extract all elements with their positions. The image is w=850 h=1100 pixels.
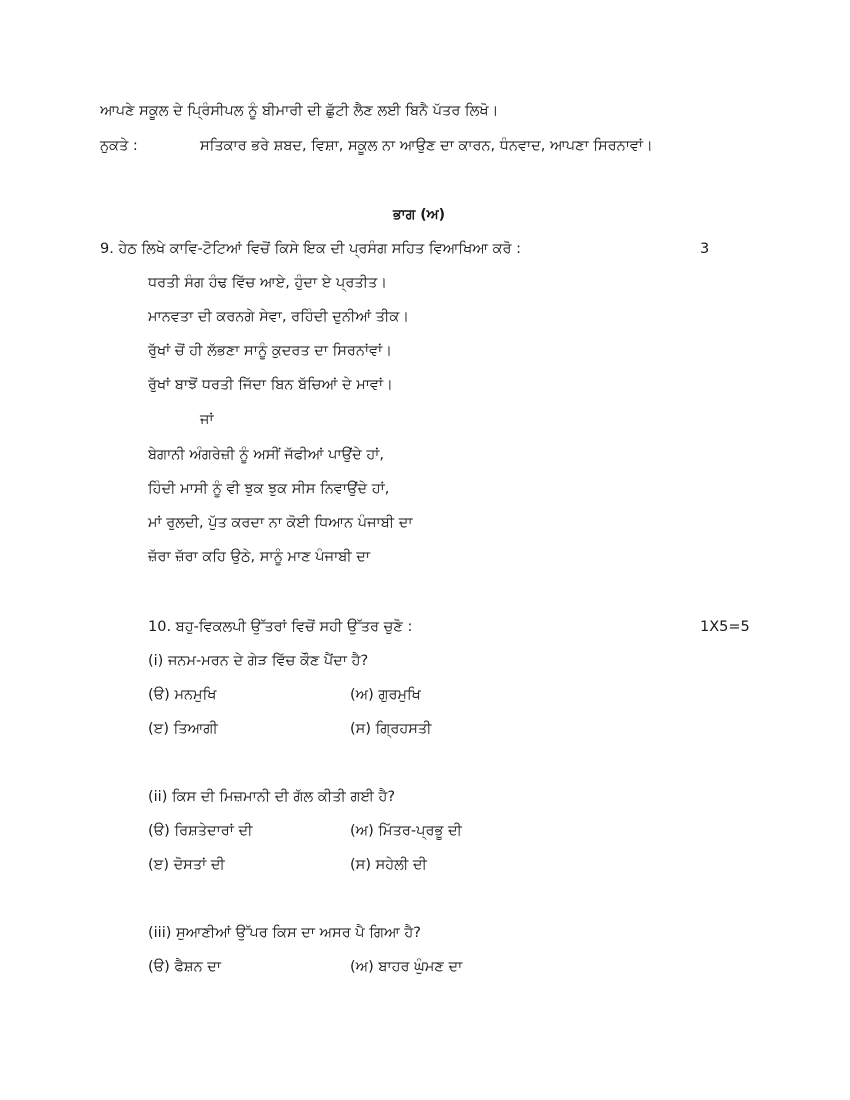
mcq-option-d: (ਸ) ਗ੍ਰਿਹਸਤੀ xyxy=(350,721,432,737)
stanza2-line: ਹਿੰਦੀ ਮਾਸੀ ਨੂੰ ਵੀ ਝੁਕ ਝੁਕ ਸੀਸ ਨਿਵਾਉਂਦੇ ਹਾਂ, xyxy=(148,481,390,497)
section-title: ਭਾਗ (ਅ) xyxy=(393,207,446,223)
mcq-option-b: (ਅ) ਬਾਹਰ ਘੁੰਮਣ ਦਾ xyxy=(350,959,463,975)
letter-prompt: ਆਪਣੇ ਸਕੂਲ ਦੇ ਪ੍ਰਿੰਸੀਪਲ ਨੂੰ ਬੀਮਾਰੀ ਦੀ ਛੁੱਟੀ ਲੈਣ ਲਈ ਬਿਨੈ ਪੱਤਰ ਲਿਖੋ। xyxy=(100,103,499,119)
mcq-option-b: (ਅ) ਮਿੱਤਰ-ਪ੍ਰਭੂ ਦੀ xyxy=(350,823,462,839)
mcq-question: (i) ਜਨਮ-ਮਰਨ ਦੇ ਗੇੜ ਵਿੱਚ ਕੌਣ ਪੈਂਦਾ ਹੈ? xyxy=(148,653,369,669)
mcq-option-a: (ੳ) ਮਨਮੁਖਿ xyxy=(148,687,217,703)
stanza2-line: ਮਾਂ ਰੁਲਦੀ, ਪੁੱਤ ਕਰਦਾ ਨਾ ਕੋਈ ਧਿਆਨ ਪੰਜਾਬੀ ਦਾ xyxy=(148,515,413,531)
q9-marks: 3 xyxy=(700,241,710,257)
mcq-option-c: (ੲ) ਤਿਆਗੀ xyxy=(148,721,218,737)
stanza1-line: ਧਰਤੀ ਸੰਗ ਹੰਢ ਵਿੱਚ ਆਏ, ਹੁੰਦਾ ਏ ਪ੍ਰਤੀਤ। xyxy=(148,275,388,291)
or-separator: ਜਾਂ xyxy=(200,412,214,428)
stanza1-line: ਰੁੱਖਾਂ ਚੋਂ ਹੀ ਲੱਭਣਾ ਸਾਨੂੰ ਕੁਦਰਤ ਦਾ ਸਿਰਨਾਂਵਾਂ। xyxy=(148,343,393,359)
points-label: ਨੁਕਤੇ : xyxy=(100,138,138,154)
mcq-option-c: (ੲ) ਦੋਸਤਾਂ ਦੀ xyxy=(148,857,225,873)
mcq-question: (ii) ਕਿਸ ਦੀ ਮਿਜ਼ਮਾਨੀ ਦੀ ਗੱਲ ਕੀਤੀ ਗਈ ਹੈ? xyxy=(148,789,396,805)
mcq-option-d: (ਸ) ਸਹੇਲੀ ਦੀ xyxy=(350,857,427,873)
mcq-option-b: (ਅ) ਗੁਰਮੁਖਿ xyxy=(350,687,421,703)
stanza1-line: ਰੁੱਖਾਂ ਬਾਝੋਂ ਧਰਤੀ ਜਿੱਦਾ ਬਿਨ ਬੱਚਿਆਂ ਦੇ ਮਾਵਾਂ। xyxy=(148,377,393,393)
stanza1-line: ਮਾਨਵਤਾ ਦੀ ਕਰਨਗੇ ਸੇਵਾ, ਰਹਿੰਦੀ ਦੁਨੀਆਂ ਤੀਕ। xyxy=(148,309,410,325)
points-text: ਸਤਿਕਾਰ ਭਰੇ ਸ਼ਬਦ, ਵਿਸ਼ਾ, ਸਕੂਲ ਨਾ ਆਉਣ ਦਾ ਕਾਰਨ, ਧੰਨਵਾਦ, ਆਪਣਾ ਸਿਰਨਾਵਾਂ। xyxy=(200,138,653,154)
mcq-option-a: (ੳ) ਫੈਸ਼ਨ ਦਾ xyxy=(148,959,221,975)
q10-marks: 1X5=5 xyxy=(700,619,750,635)
mcq-option-a: (ੳ) ਰਿਸ਼ਤੇਦਾਰਾਂ ਦੀ xyxy=(148,823,253,839)
q9-text: 9. ਹੇਠ ਲਿਖੇ ਕਾਵਿ-ਟੋਟਿਆਂ ਵਿਚੋਂ ਕਿਸੇ ਇਕ ਦੀ ਪ੍ਰਸੰਗ ਸਹਿਤ ਵਿਆਖਿਆ ਕਰੋ : xyxy=(100,241,522,257)
stanza2-line: ਬੇਗਾਨੀ ਅੰਗਰੇਜ਼ੀ ਨੂੰ ਅਸੀਂ ਜੱਫੀਆਂ ਪਾਉਂਦੇ ਹਾਂ, xyxy=(148,447,384,463)
q10-text: 10. ਬਹੁ-ਵਿਕਲਪੀ ਉੱਤਰਾਂ ਵਿਚੋਂ ਸਹੀ ਉੱਤਰ ਚੁਣੋ : xyxy=(148,619,413,635)
stanza2-line: ਜ਼ੱਰਾ ਜ਼ੱਰਾ ਕਹਿ ਉਠੇ, ਸਾਨੂੰ ਮਾਣ ਪੰਜਾਬੀ ਦਾ xyxy=(148,549,371,565)
mcq-question: (iii) ਸੁਆਣੀਆਂ ਉੱਪਰ ਕਿਸ ਦਾ ਅਸਰ ਪੈ ਗਿਆ ਹੈ? xyxy=(148,925,421,941)
